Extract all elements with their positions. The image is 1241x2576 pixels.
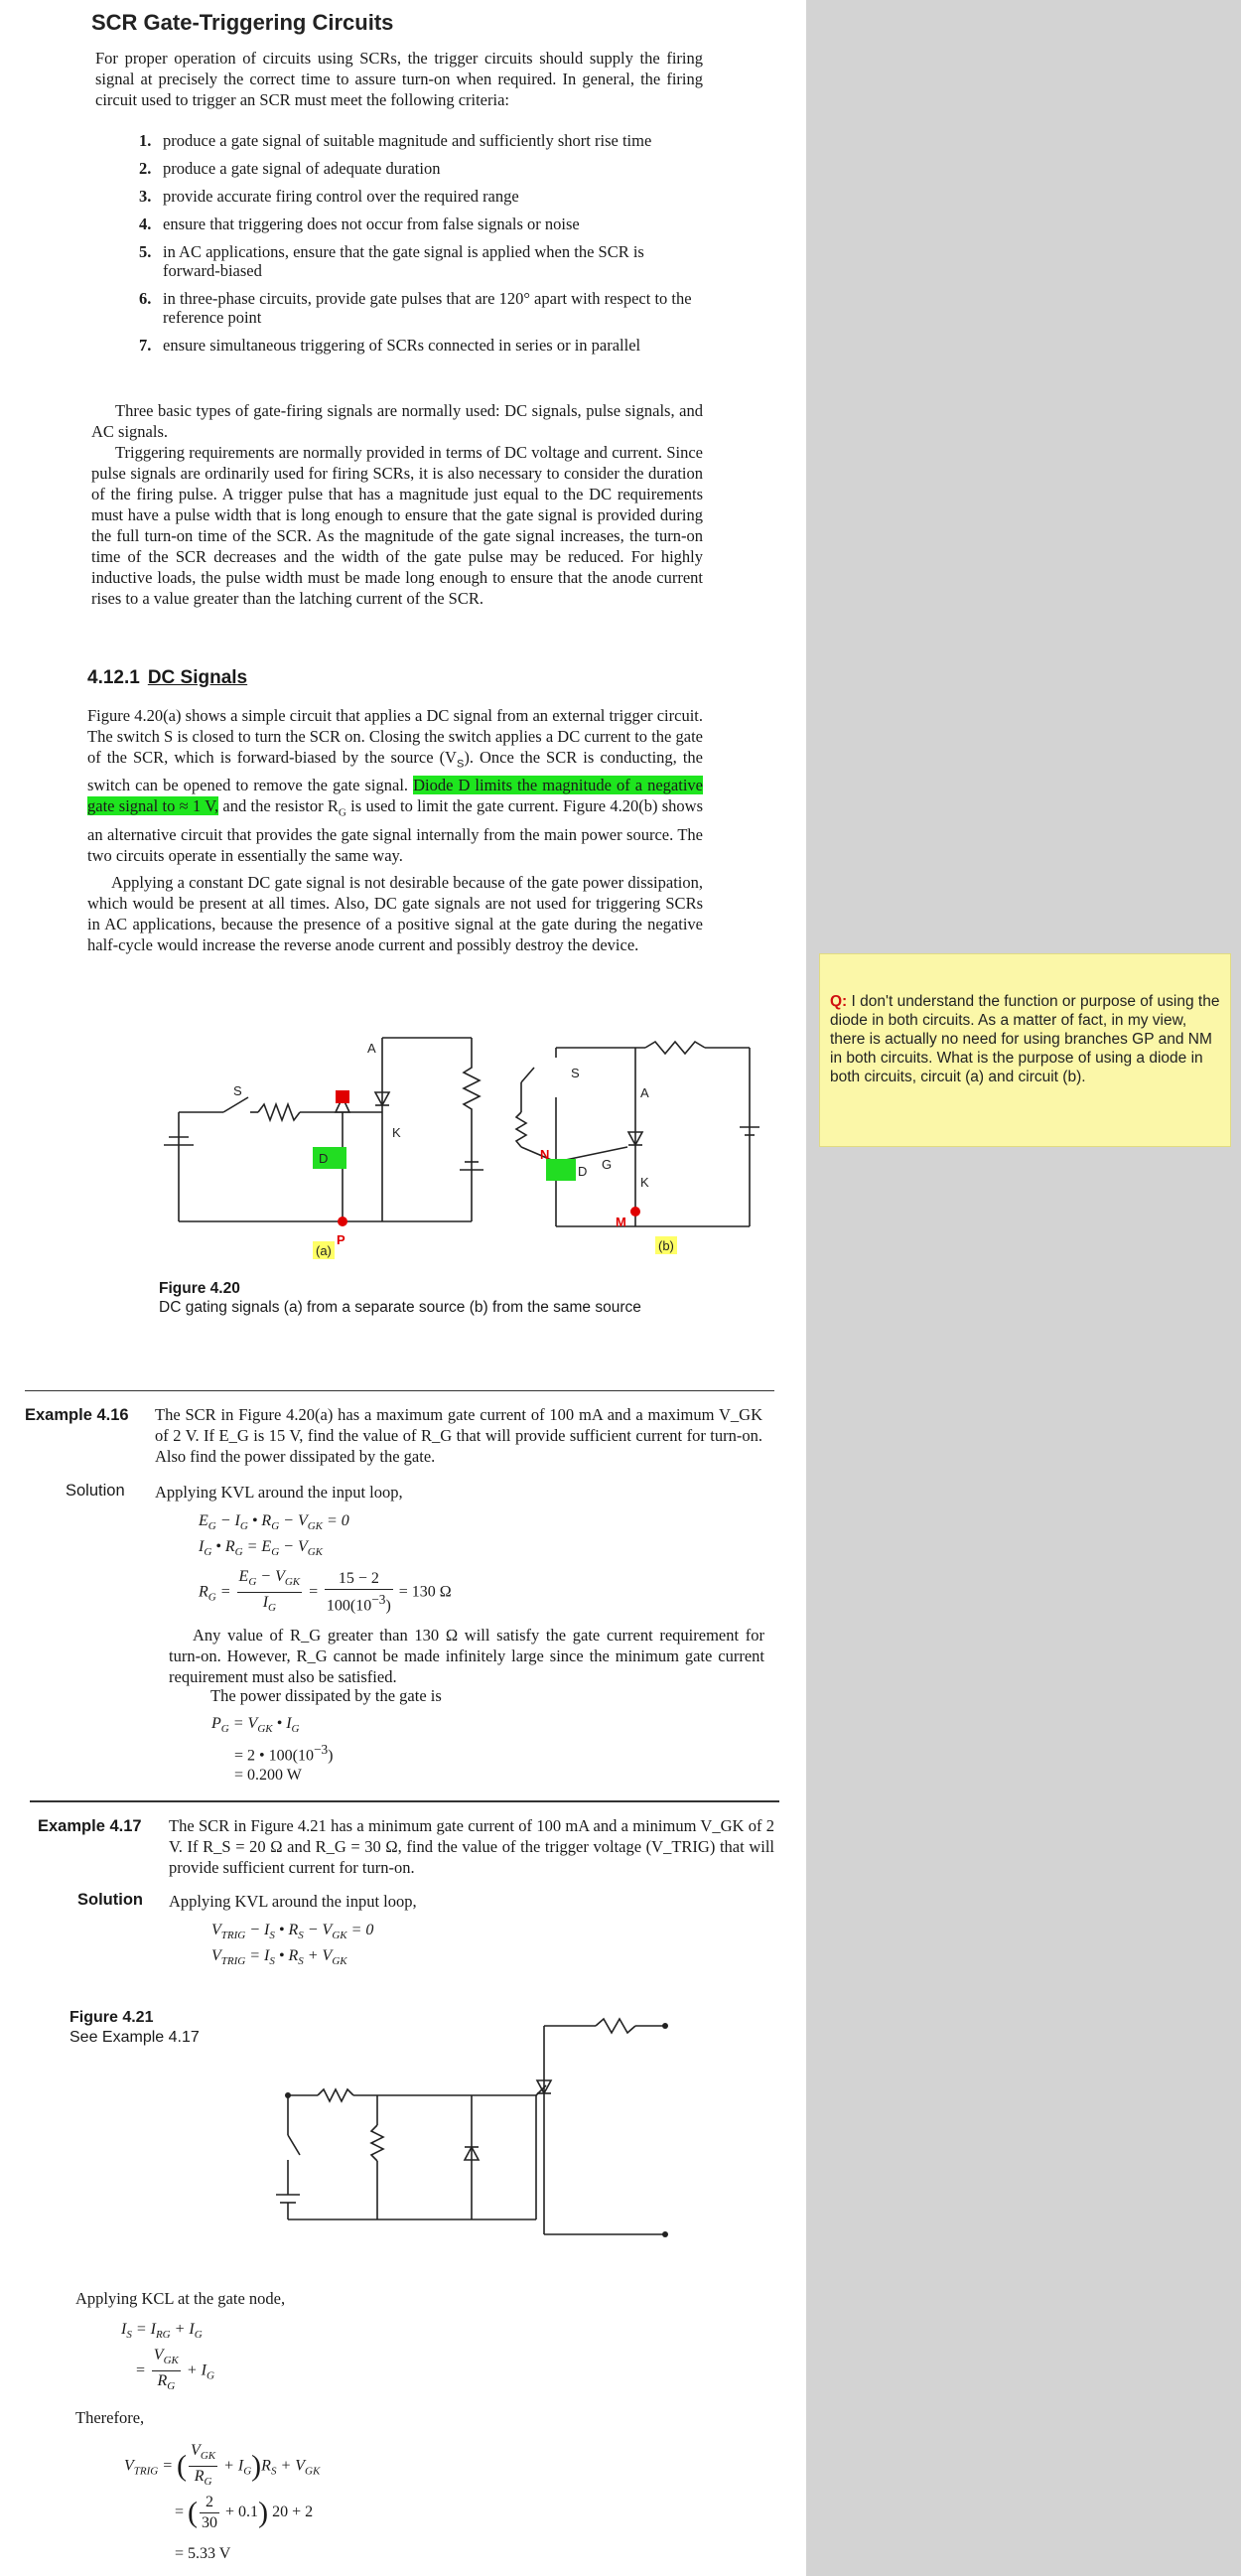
paragraph-triggering-requirements: Triggering requirements are normally provided in terms of DC voltage and current. Since pulse signals are ordinarily used for firing SCRs, it is also necessary to consider the duration of the firing pulse. A trigger pulse that has a magnitude just equal to the DC requirements must have a pulse width that is long enough to ensure that the gate signal is provided during the full turn-on time of the SCR. As the magnitude of the gate signal increases, the turn-on time of the SCR decreases and the width of the gate pulse may be reduced. For highly inductive loads, the pulse width must be made long enough to ensure that the anode current rises to a value greater than the latching current of the SCR. xyxy=(91,443,703,608)
criteria-text: in three-phase circuits, provide gate pulses that are 120° apart with respect to the reference point xyxy=(163,289,692,327)
divider xyxy=(25,1390,774,1391)
criteria-item xyxy=(139,215,705,233)
criteria-text: produce a gate signal of suitable magnitude and sufficiently short rise time xyxy=(163,131,652,150)
figure-4-21-caption: Figure 4.21 See Example 4.17 xyxy=(69,2009,200,2046)
svg-text:(b): (b) xyxy=(658,1238,674,1253)
criteria-item xyxy=(139,159,705,178)
highlighted-text[interactable]: Diode D limits the magnitude of a negative gate signal to ≈ 1 V, xyxy=(87,776,703,816)
figure-4-20-circuits xyxy=(119,988,774,1276)
page-title: SCR Gate-Triggering Circuits xyxy=(91,10,394,35)
equation: $V_{TRIG} = I_S$ • $R_S + V_{GK}$ xyxy=(211,1947,347,1968)
therefore-text: Therefore, xyxy=(75,2408,145,2427)
criteria-item xyxy=(139,336,705,355)
criteria-number: 5. xyxy=(139,242,152,261)
criteria-number: 4. xyxy=(139,215,152,233)
figure-4-21-circuit xyxy=(228,2006,675,2244)
comment-note[interactable] xyxy=(819,953,1231,1147)
section-number: 4.12.1 xyxy=(87,667,140,688)
criteria-number: 3. xyxy=(139,187,152,206)
criteria-text: produce a gate signal of adequate duration xyxy=(163,159,441,178)
example-4-16-text: The SCR in Figure 4.20(a) has a maximum gate current of 100 mA and a maximum V_GK of 2 V. If E_G is 15 V, find the value of R_G that will provide sufficient current for turn-on. Also find the power dissipated by the gate. xyxy=(155,1405,762,1466)
criteria-text: provide accurate firing control over the required range xyxy=(163,187,519,206)
gate-marker-a xyxy=(336,1090,349,1103)
criteria-list xyxy=(139,131,705,363)
solution-label-416: Solution xyxy=(66,1482,125,1500)
criteria-number: 1. xyxy=(139,131,152,150)
example-4-16-label: Example 4.16 xyxy=(25,1406,129,1424)
equation-result: = 5.33 V xyxy=(175,2545,231,2562)
criteria-text: ensure simultaneous triggering of SCRs connected in series or in parallel xyxy=(163,336,641,355)
solution-label-417: Solution xyxy=(77,1891,143,1909)
equation: $I_S = I_{RG} + I_G$ xyxy=(121,2321,203,2342)
equation: $V_{TRIG}$ = ( $\frac{V_{GK}}{R_G}$ + $I_G)R_S + V_{GK}$ xyxy=(124,2442,321,2489)
equation-rg: $R_G$ = $\frac{E_G - V_{GK}}{I_G}$ = $\frac{15 - 2}{100(10^{-3})}$ = 130 Ω xyxy=(199,1568,452,1615)
criteria-number: 6. xyxy=(139,289,152,308)
paragraph-dc-gate-power: Applying a constant DC gate signal is not desirable because of the gate power dissipation, which would be present at all times. Also, DC gate signals are not used for triggering SCRs in AC applications, because the presence of a positive signal at the gate during the negative half-cycle would increase the reverse anode current and possibly destroy the device. xyxy=(87,873,703,954)
equation: = ( $\frac{2}{30}$ + 0.1) 20 + 2 xyxy=(175,2494,314,2531)
criteria-number: 2. xyxy=(139,159,152,178)
figure-4-20-caption: Figure 4.20 DC gating signals (a) from a separate source (b) from the same source xyxy=(159,1280,641,1316)
intro-paragraph: For proper operation of circuits using SCRs, the trigger circuits should supply the firing signal at precisely the correct time to assure turn-on when required. In general, the firing circuit used to trigger an SCR must meet the following criteria: xyxy=(95,49,703,109)
power-text: The power dissipated by the gate is xyxy=(210,1686,442,1705)
equation: $I_G$ • $R_G = E_G - V_{GK}$ xyxy=(199,1538,323,1559)
example-4-17-text: The SCR in Figure 4.21 has a minimum gate current of 100 mA and a minimum V_GK of 2 V. If R_S = 20 Ω and R_G = 30 Ω, find the value of the trigger voltage (V_TRIG) that will provide sufficient current for turn-on. xyxy=(169,1816,774,1877)
comment-sidebar xyxy=(806,0,1241,2576)
svg-text:K: K xyxy=(392,1125,401,1140)
svg-text:N: N xyxy=(540,1147,550,1162)
criteria-item xyxy=(139,289,705,327)
equation: $V_{TRIG} - I_S$ • $R_S - V_{GK} = 0$ xyxy=(211,1922,374,1942)
svg-text:A: A xyxy=(367,1041,376,1056)
paragraph-dc-signals: Figure 4.20(a) shows a simple circuit that applies a DC signal from an external trigger circuit. The switch S is closed to turn the SCR on. Closing the switch applies a DC current to the gate of the SCR, which is forward-biased by the source $(V_S)$. Once the SCR is conducting, the switch can be opened to remove the gate signal. Diode D limits the magnitude of a negative gate signal to ≈ 1 V, and the resistor $R_G$ is used to limit the gate current. Figure 4.20(b) shows an alternative circuit that provides the gate signal internally from the main power source. The two circuits operate in essentially the same way. xyxy=(87,706,703,865)
solution-intro-416: Applying KVL around the input loop, xyxy=(155,1483,403,1502)
criteria-item xyxy=(139,242,705,280)
svg-text:A: A xyxy=(640,1085,649,1100)
section-title: DC Signals xyxy=(147,667,248,688)
kcl-text: Applying KCL at the gate node, xyxy=(75,2289,286,2308)
svg-text:S: S xyxy=(233,1083,242,1098)
solution-intro-417: Applying KVL around the input loop, xyxy=(169,1892,417,1911)
paragraph-signal-types: Three basic types of gate-firing signals are normally used: DC signals, pulse signals, and AC signals. xyxy=(91,401,703,441)
equation: $P_G = V_{GK}$ • $I_G$ xyxy=(211,1715,300,1736)
criteria-item xyxy=(139,131,705,150)
divider xyxy=(30,1800,779,1802)
example-4-16-after: Any value of R_G greater than 130 Ω will satisfy the gate current requirement for turn-on. However, R_G cannot be made infinitely large since the minimum gate current requirement must also be satisfied. xyxy=(169,1626,764,1686)
svg-text:G: G xyxy=(602,1157,613,1172)
diode-highlight-b xyxy=(546,1159,576,1181)
criteria-item xyxy=(139,187,705,206)
criteria-text: in AC applications, ensure that the gate signal is applied when the SCR is forward-biased xyxy=(163,242,644,280)
svg-text:S: S xyxy=(571,1066,580,1080)
comment-prefix: Q: xyxy=(830,993,848,1010)
equation: $E_G - I_G$ • $R_G - V_{GK} = 0$ xyxy=(199,1512,349,1533)
equation-result: = 0.200 W xyxy=(234,1767,302,1784)
equation: = $\frac{V_{GK}}{R_G}$ + $I_G$ xyxy=(135,2347,214,2393)
svg-text:D: D xyxy=(578,1164,588,1179)
comment-text: I don't understand the function or purpose of using the diode in both circuits. As a matter of fact, in my view, there is actually no need for using branches GP and NM in both circuits. What is the purpose of using a diode in both circuits, circuit (a) and circuit (b). xyxy=(830,993,1220,1085)
example-4-17-label: Example 4.17 xyxy=(38,1817,142,1835)
svg-text:D: D xyxy=(319,1151,329,1166)
criteria-number: 7. xyxy=(139,336,152,355)
svg-text:K: K xyxy=(640,1175,649,1190)
section-heading xyxy=(87,667,247,689)
equation: = 2 • $100(10^{-3})$ xyxy=(234,1742,334,1765)
criteria-text: ensure that triggering does not occur from false signals or noise xyxy=(163,215,580,233)
svg-text:(a): (a) xyxy=(316,1243,332,1258)
svg-text:M: M xyxy=(616,1215,626,1229)
svg-text:P: P xyxy=(337,1232,345,1247)
